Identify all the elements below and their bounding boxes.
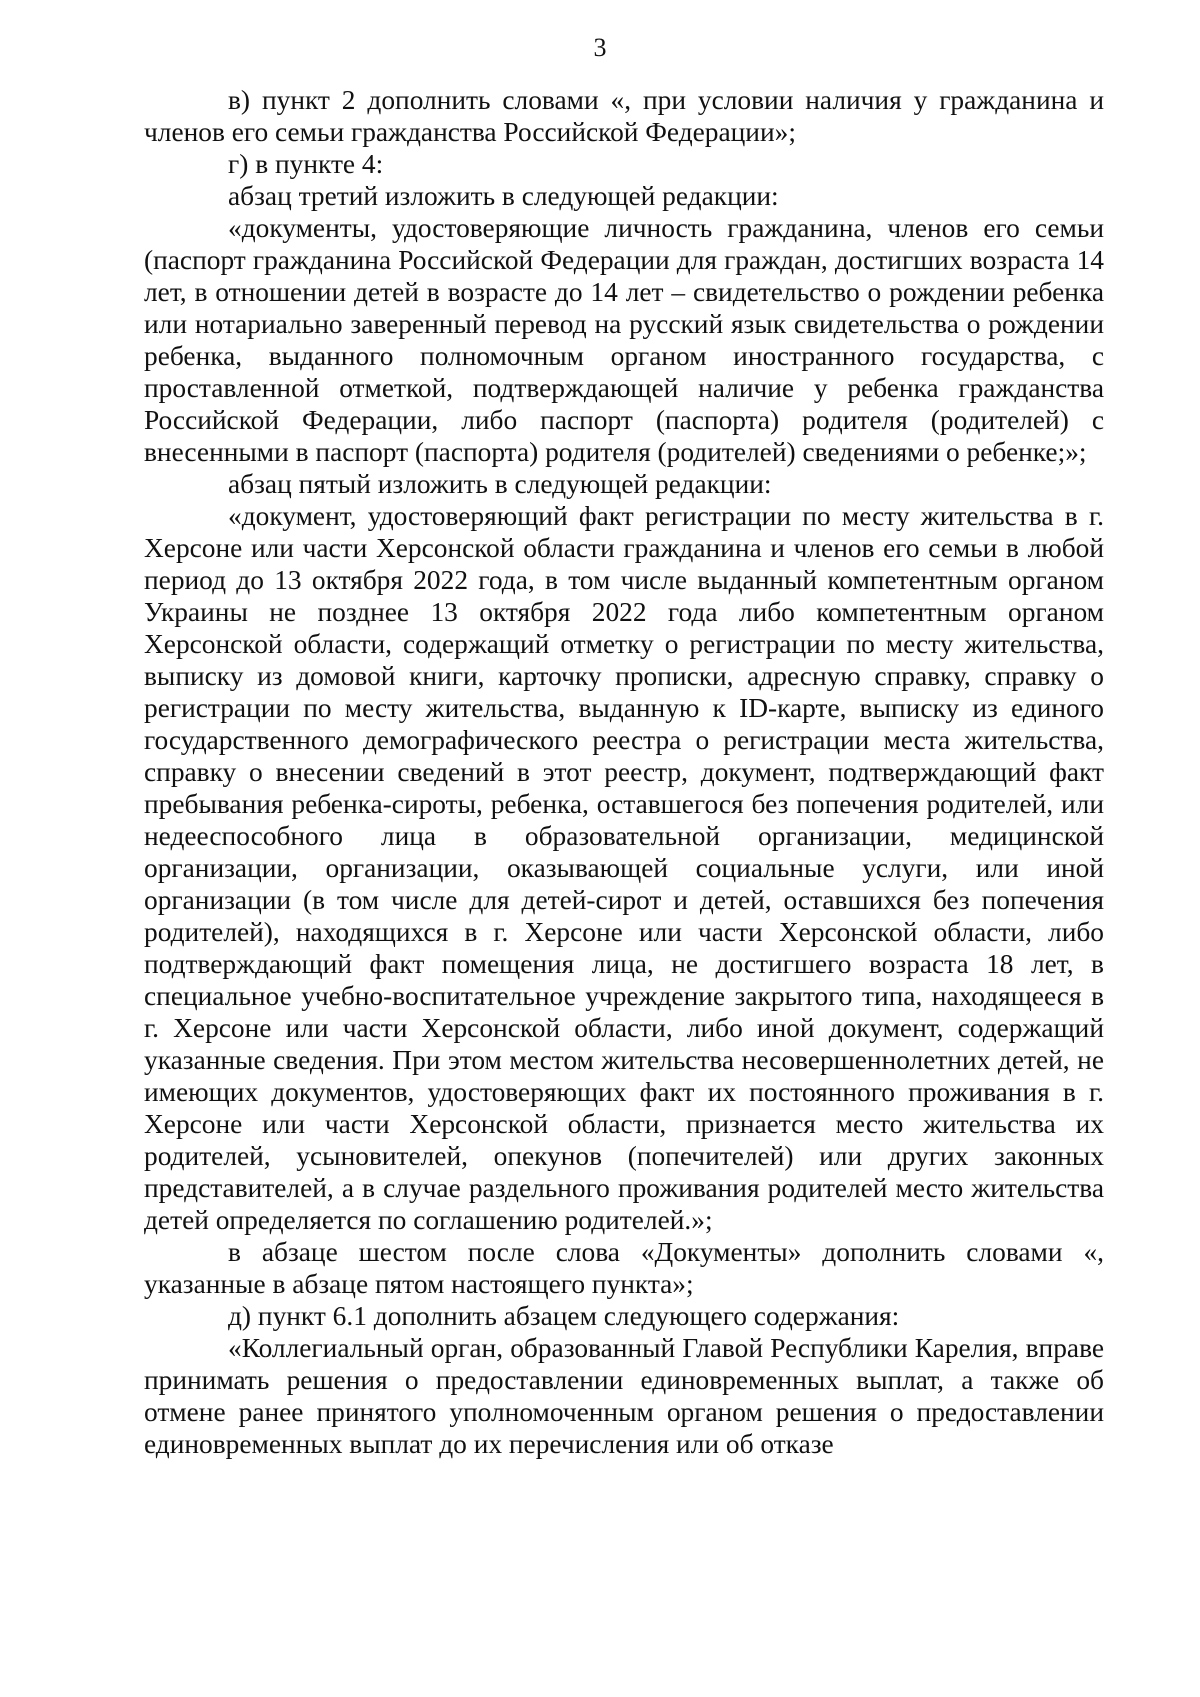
paragraph-sixth-abzac-amendment: в абзаце шестом после слова «Документы» дополнить словами «, указанные в абзаце пятом настоящего пункта»; (144, 1237, 1104, 1299)
document-body (144, 84, 1104, 1460)
paragraph-identity-documents: «документы, удостоверяющие личность гражданина, членов его семьи (паспорт гражданина Российской Федерации для граждан, достигших возраста 14 лет, в отношении детей в возрасте до 14 лет – свидетельство о рождении ребенка или нотариально заверенный перевод на русский язык свидетельства о рождении ребенка, выданного полномочным органом иностранного государства, с проставленной отметкой, подтверждающей наличие у ребенка гражданства Российской Федерации, либо паспорт (паспорта) родителя (родителей) с внесенными в паспорт (паспорта) родителя (родителей) сведениями о ребенке;»; (144, 213, 1104, 467)
paragraph-registration-document: «документ, удостоверяющий факт регистрации по месту жительства в г. Херсоне или части Херсонской области гражданина и членов его семьи в любой период до 13 октября 2022 года, в том числе выданный компетентным органом Украины не позднее 13 октября 2022 года либо компетентным органом Херсонской области, содержащий отметку о регистрации по месту жительства, выписку из домовой книги, карточку прописки, адресную справку, справку о регистрации по месту жительства, выданную к ID-карте, выписку из единого государственного демографического реестра о регистрации места жительства, справку о внесении сведений в этот реестр, документ, подтверждающий факт пребывания ребенка-сироты, ребенка, оставшегося без попечения родителей, или недееспособного лица в образовательной организации, медицинской организации, организации, оказывающей социальные услуги, или иной организации (в том числе для детей-сирот и детей, оставшихся без попечения родителей), находящихся в г. Херсоне или части Херсонской области, либо подтверждающий факт помещения лица, не достигшего возраста 18 лет, в специальное учебно-воспитательное учреждение закрытого типа, находящееся в г. Херсоне или части Херсонской области, либо иной документ, содержащий указанные сведения. При этом местом жительства несовершеннолетних детей, не имеющих документов, удостоверяющих факт их постоянного проживания в г. Херсоне или части Херсонской области, признается место жительства их родителей, усыновителей, опекунов (попечителей) или других законных представителей, а в случае раздельного проживания родителей место жительства детей определяется по соглашению родителей.»; (144, 501, 1104, 1235)
paragraph-amend-point-2: в) пункт 2 дополнить словами «, при условии наличия у гражданина и членов его семьи гражданства Российской Федерации»; (144, 85, 1104, 147)
paragraph-point-4-heading: г) в пункте 4: (228, 149, 384, 179)
paragraph-point-6-1-heading: д) пункт 6.1 дополнить абзацем следующего содержания: (228, 1301, 900, 1331)
page-number: 3 (593, 33, 607, 62)
paragraph-fifth-abzac-intro: абзац пятый изложить в следующей редакции: (228, 469, 772, 499)
paragraph-collegial-body: «Коллегиальный орган, образованный Главой Республики Карелия, вправе принимать решения о предоставлении единовременных выплат, а также об отмене ранее принятого уполномоченным органом решения о предоставлении единовременных выплат до их перечисления или об отказе (144, 1333, 1104, 1459)
paragraph-third-abzac-intro: абзац третий изложить в следующей редакции: (228, 181, 779, 211)
